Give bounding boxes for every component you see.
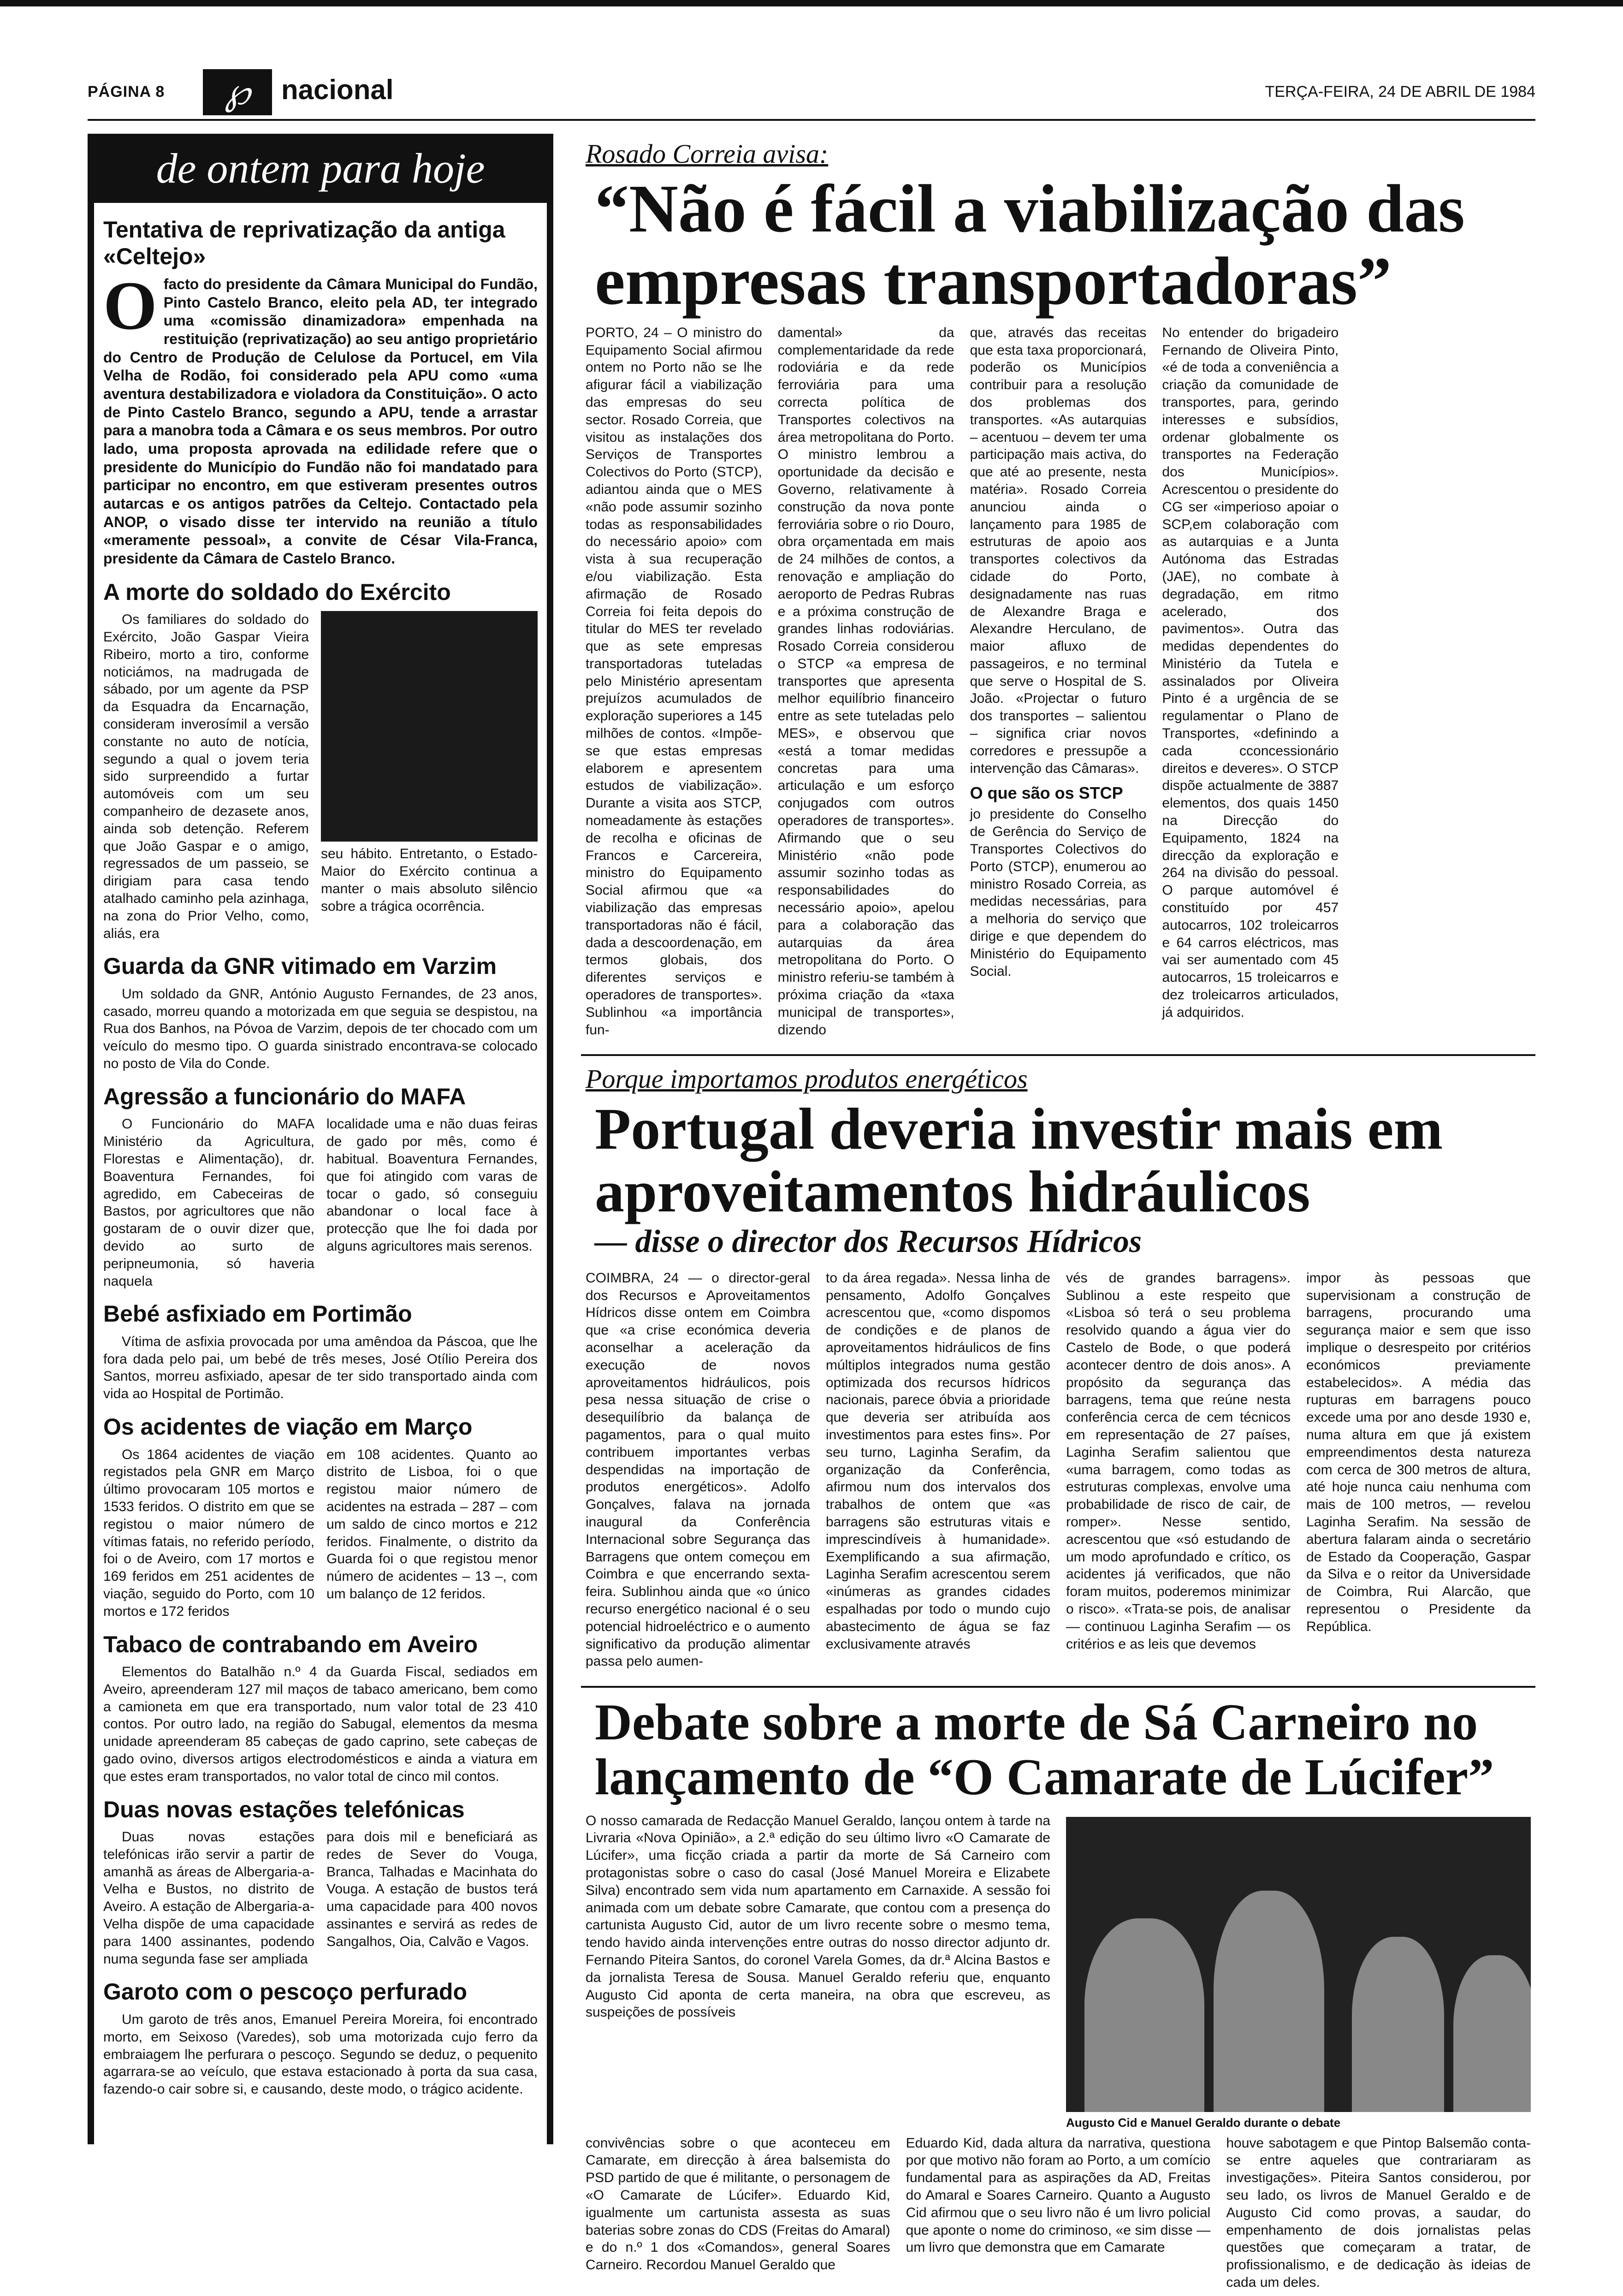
- brief-two-col: [103, 1115, 538, 1290]
- brief-body: em 108 acidentes. Quanto ao distrito de Lisboa, foi o que registou maior número de acidentes na estrada – 287 – com um saldo de cinco mortos e 212 feridos. Finalmente, o distrito da Guarda foi o que registou menor número de acidentes – 13 –, com um balanço de 12 feridos.: [326, 1447, 538, 1602]
- issue-date: TERÇA-FEIRA, 24 DE ABRIL DE 1984: [1265, 83, 1535, 101]
- article-paragraph: vés de grandes barragens». Sublinou a este respeito que «Lisboa só terá o seu problema resolvido quando a água vier do Castelo de Bode, o que poderá acontecer dentro de dois anos». A propósito da segurança das barragens, tema que reúne nesta conferência cerca de cem técnicos em representação de 27 países, Laginha Serafim salientou que «uma barragem, como todas as estruturas complexas, envolve uma probabilidade de risco de cair, de romper». Nesse sentido, acrescentou que «só estudando de um modo aprofundado e crítico, os acidentes já verificados, que não foram muitos, poderemos minimizar o risco». «Trata-se pois, de analisar — continuou Laginha Serafim — os critérios e as leis que devemos: [1066, 1270, 1291, 1652]
- article-headline: Portugal deveria investir mais em aproveitamentos hidráulicos: [595, 1096, 1443, 1225]
- top-rule: [0, 0, 1623, 6]
- brief-title: Tabaco de contrabando em Aveiro: [103, 1631, 478, 1657]
- brief-two-col: [103, 611, 538, 942]
- page-number: PÁGINA 8: [88, 83, 165, 101]
- brief-title: Agressão a funcionário do MAFA: [103, 1083, 466, 1109]
- brief-body: facto do presidente da Câmara Municipal do Fundão, Pinto Castelo Branco, eleito pela AD, ter integrado uma «comissão dinamizadora» empenhada na restituição (reprivatização) ao seu antigo proprietário do Centro de Produção de Celulose da Portucel, em Vila Velha de Rodão, foi considerado pela APU como «uma aventura destabilizadora e violadora da Constituição». O acto de Pinto Castelo Branco, segundo a APU, tende a arrastar para a manobra toda a Câmara e os seus membros. Por outro lado, uma proposta aprovada na edilidade refere que o presidente do Município do Fundão não foi mandatado para participar no encontro, em que estiveram presentes outros autarcas e os antigos patrões da Celtejo. Contactado pela ANOP, o visado disse ter intervido na reunião a título «meramente pessoal», a convite de César Vila-Franca, presidente da Câmara de Castelo Branco.: [103, 276, 538, 567]
- brief-body: Duas novas estações telefónicas irão servir a partir de amanhã as áreas de Albergaria-a-Velha e Bustos, no distrito de Aveiro. A estação de Albergaria-a-Velha dispõe de uma capacidade para 1400 assinantes, podendo numa segunda fase ser ampliada: [103, 1829, 314, 1967]
- newspaper-logo-icon: ℘: [203, 69, 272, 115]
- column-masthead: de ontem para hoje: [94, 134, 547, 203]
- brief-two-col: [103, 1828, 538, 1968]
- article-body: [581, 324, 1535, 1044]
- brief-title: Duas novas estações telefónicas: [103, 1796, 465, 1822]
- brief-body: seu hábito. Entretanto, o Estado-Maior do Exército continua a manter o mais absoluto silêncio sobre a trágica ocorrência.: [321, 846, 538, 914]
- article-paragraph: convivências sobre o que aconteceu em Camarate, em direcção à área balsemista do PSD partido de que é militante, o personagem de «O Camarate de Lúcifer». Eduardo Kid, igualmente um cartunista assesta as suas baterias sobre zonas do CDS (Freitas do Amaral) e do n.º 1 dos «Comandos», general Soares Carneiro. Recordou Manuel Geraldo que: [586, 2135, 890, 2273]
- article-headline: Debate sobre a morte de Sá Carneiro no lançamento de “O Camarate de Lúcifer”: [595, 1694, 1494, 1806]
- brief-title: Guarda da GNR vitimado em Varzim: [103, 953, 497, 979]
- brief-body: Vítima de asfixia provocada por uma amêndoa da Páscoa, que lhe fora dada pelo pai, um bebé de três meses, José Otílio Pereira dos Santos, morreu asfixiado, apesar de ter sido transportado ainda com vida ao Hospital de Portimão.: [103, 1334, 538, 1402]
- article-paragraph: que, através das receitas que esta taxa proporcionará, poderão os Municípios contribuir para a resolução dos problemas dos transportes. «As autarquias – acentuou – devem ter uma participação mais activa, do que até ao presente, nesta matéria». Rosado Correia anunciou ainda o lançamento para 1985 de estruturas de apoio aos transportes colectivos da cidade do Porto, designadamente nas ruas de Alexandre Braga e Alexandre Herculano, de maior afluxo de passageiros, e no terminal que serve o Hospital de S. João. «Projectar o futuro dos transportes – salientou – significa criar novos corredores e pressupõe a intervenção das Câmaras».: [970, 325, 1147, 776]
- article-kicker: Porque importamos produtos energéticos: [586, 1064, 1028, 1094]
- brief-body: O Funcionário do MAFA Ministério da Agricultura, Florestas e Alimentação), dr. Boaventura Fernandes, foi agredido, em Cabeceiras de Bastos, por agricultores que não gostaram de o ouvir dizer que, devido ao surto de peripneumonia, só haveria naquela: [103, 1116, 314, 1289]
- brief-body: Os familiares do soldado do Exército, João Gaspar Vieira Ribeiro, morto a tiro, conforme noticiámos, na madrugada de sábado, por um agente da PSP da Esquadra da Encarnação, consideram inverosímil a versão constante no auto de notícia, segundo a qual o jovem teria sido surpreendido a furtar automóveis com um seu companheiro de dezasete anos, ainda sob detenção. Referem que João Gaspar e o amigo, regressados de um passeio, se dirigiam para casa tendo atalhado caminho pela azinhaga, na zona do Prior Velho, como, aliás, era: [103, 612, 309, 941]
- brief-body: Um soldado da GNR, António Augusto Fernandes, de 23 anos, casado, morreu quando a motorizada em que seguia se despistou, na Rua dos Banhos, na Póvoa de Varzim, depois de ter chocado com um veículo do mesmo tipo. O guarda sinistrado encontrava-se colocado no posto de Vila do Conde.: [103, 986, 538, 1072]
- article-paragraph: COIMBRA, 24 — o director-geral dos Recursos e Aproveitamentos Hídricos disse ontem em Coimbra que «a crise económica deveria aconselhar a aceleração da execução de novos aproveitamentos hidráulicos, pois pesa nessa situação de crise o desequilíbrio da balança de pagamentos, para o qual muito contribuem importantes verbas despendidas na importação de produtos energéticos». Adolfo Gonçalves, falava na jornada inaugural da Conferência Internacional sobre Segurança das Barragens que ontem começou em Coimbra e que encerrando sexta-feira. Sublinhou ainda que «o único recurso energético nacional é o seu potencial hidroeléctrico e o aumento significativo da produção alimentar passa pelo aumen-: [586, 1270, 810, 1669]
- section-name: nacional: [281, 74, 394, 105]
- section-divider: [581, 1054, 1535, 1056]
- article-paragraph: to da área regada». Nessa linha de pensamento, Adolfo Gonçalves acrescentou que, «como dispomos de condições e de planos de aproveitamentos hidráulicos de fins múltiplos integrados numa gestão optimizada dos recursos hídricos nacionais, parece óbvia a prioridade que deveria ser atribuída aos investimentos para estes fins». Por seu turno, Laginha Serafim, da organização da Conferência, afirmou num dos intervalos dos trabalhos de ontem que «as barragens são estruturas vitais e imprescindíveis à humanidade». Exemplificando a sua afirmação, Laginha Serafim acrescentou serem «inúmeras as grandes cidades espalhadas por todo o mundo cujo abastecimento de água se faz exclusivamente através: [826, 1270, 1050, 1652]
- page-header: [88, 69, 1535, 115]
- drop-cap: O: [103, 267, 157, 344]
- article-paragraph: O nosso camarada de Redacção Manuel Geraldo, lançou ontem à tarde na Livraria «Nova Opinião», a 2.ª edição do seu último livro «O Camarate de Lúcifer», uma ficção criada a partir da morte de Sá Carneiro com protagonistas sobre o caso do casal (José Manuel Moreira e Elizabete Silva) encontrado sem vida num apartamento em Carnaxide. A sessão foi animada com um debate sobre Camarate, que contou com a presença do cartunista Augusto Cid, autor de um livro recente sobre o mesmo tema, tendo havido ainda intervenções entre outras do nosso director adjunto dr. Fernando Piteira Santos, do coronel Varela Gomes, da dr.ª Alcina Bastos e da jornalista Teresa de Sousa. Manuel Geraldo referiu que, enquanto Augusto Cid aponta de certa maneira, na obra que escreveu, as suspeições de possíveis: [586, 1813, 1050, 2020]
- photo-caption: Augusto Cid e Manuel Geraldo durante o debate: [1066, 2115, 1341, 2130]
- brief-title: Os acidentes de viação em Março: [103, 1414, 473, 1440]
- header-divider: [88, 119, 1535, 121]
- briefs-column: [88, 134, 553, 2144]
- article-paragraph: impor às pessoas que supervisionam a construção de barragens, procurando uma segurança maior e sem que isso implique o desrespeito por critérios económicos previamente estabelecidos». A média das rupturas em barragens pouco excede uma por ano desde 1930 e, numa altura em que já existem empreendimentos desta natureza com cerca de 300 metros de altura, até hoje nunca caiu nenhuma com mais de 100 metros, — revelou Laginha Serafim. Na sessão de abertura falaram ainda o secretário de Estado da Cooperação, Gaspar da Silva e o reitor da Universidade de Coimbra, Rui Alarcão, que representou o Presidente da República.: [1306, 1270, 1531, 1634]
- article-paragraph: No entender do brigadeiro Fernando de Oliveira Pinto, «é de toda a conveniência a criação da comunidade de transportes, para, gerindo interesses e subsídios, ordenar globalmente os transportes na Federação dos Municípios». Acrescentou o presidente do CG ser «imperioso apoiar o SCP,em colaboração com as autarquias e a Junta Autónoma das Estradas (JAE), no combate à degradação, em ritmo acelerado, dos pavimentos». Outra das medidas dependentes do Ministério da Tutela e assinalados por Oliveira Pinto é a urgência de se regulamentar o Plano de Transportes, «definindo a cada cconcessionário direitos e deveres». O STCP dispõe actualmente de 3887 elementos, dos quais 1450 na Direcção do Equipamento, 1824 na direcção da exploração e 264 na divisão do pessoal. O parque automóvel é constituído por 457 autocarros, 102 troleicarros e 64 carros eléctricos, mas vai ser aumentado com 45 autocarros, 15 troleicarros e dez troleicarros articulados, já adquiridos.: [1162, 325, 1339, 1020]
- brief-body: Um garoto de três anos, Emanuel Pereira Moreira, foi encontrado morto, em Seixoso (Varedes), sob uma motorizada cujo ferro da embraiagem lhe perfurara o pescoço. Segundo se deduz, o pequenito agarrara-se ao veículo, que estava estacionado à porta da sua casa, fazendo-o cair sobre si, e causando, deste modo, o trágico acidente.: [103, 2011, 538, 2097]
- brief-body: localidade uma e não duas feiras de gado por mês, como é habitual. Boaventura Fernandes, que foi atingido com varas de tocar o gado, só conseguiu abandonar o local face à protecção que lhe foi dada por alguns agricultores mais serenos.: [326, 1116, 538, 1254]
- section-divider: [581, 1686, 1535, 1688]
- brief-body: Elementos do Batalhão n.º 4 da Guarda Fiscal, sediados em Aveiro, apreenderam 127 mil maços de tabaco americano, bem como a camioneta em que era transportado, num valor total de 23 410 contos. Por outro lado, na região do Sabugal, elementos da mesma unidade apreenderam 85 cabeças de gado caprino, sete cabeças de gado ovino, diversos artigos electrodomésticos e ainda a viatura em que estes eram transportados, no valor total de cinco mil contos.: [103, 1664, 538, 1784]
- article-transport: [581, 138, 1535, 1043]
- article-hydro: [581, 1063, 1535, 1675]
- article-body: [581, 1812, 1535, 2135]
- article-body: [581, 1270, 1535, 1675]
- brief-body: para dois mil e beneficiará as redes de Sever do Vouga, Branca, Talhadas e Macinhata do Vouga. A estação de bustos terá uma capacidade para 400 novos assinantes e servirá as redes de Sangalhos, Oia, Calvão e Vagos.: [326, 1829, 538, 1949]
- soldier-photo: [321, 611, 538, 842]
- article-body-continued: [581, 2135, 1535, 2296]
- article-camarate: [581, 1695, 1535, 2296]
- article-paragraph: jo presidente do Conselho de Gerência do Serviço de Transportes Colectivos do Porto (STCP), enumerou ao ministro Rosado Correia, as medidas necessárias, para a melhoria do serviço que dirige e que dependem do Ministério do Equipamento Social.: [970, 807, 1147, 979]
- article-paragraph: houve sabotagem e que Pintop Balsemão conta-se entre aqueles que contrariaram as investigações». Piteira Santos considerou, por seu lado, os livros de Manuel Geraldo e de Augusto Cid como provas, a saudar, do empenhamento de dois jornalistas pelas questões que começaram a tratar, de profissionalismo, e de dedicação às ideias de cada um deles.: [1226, 2135, 1531, 2290]
- article-paragraph: Eduardo Kid, dada altura da narrativa, questiona por que motivo não foram ao Porto, a um comício fundamental para as aspirações da AD, Freitas do Amaral e Soares Carneiro. Quanto a Augusto Cid afirmou que o seu livro não é um livro policial que aponte o nome do criminoso, «e sim disse — um livro que demonstra que em Camarate: [906, 2135, 1211, 2255]
- article-paragraph: damental» da complementaridade da rede rodoviária e da rede ferroviária para uma correcta política de Transportes colectivos na área metropolitana do Porto. O ministro lembrou a oportunidade da decisão e Governo, relativamente à construção da nova ponte ferroviária sobre o rio Douro, obra orçamentada em mais de 24 milhões de contos, a renovação e ampliação do aeroporto de Pedras Rubras e a próxima construção de grandes linhas rodoviárias. Rosado Correia considerou o STCP «a empresa de transportes que apresenta melhor equilíbrio financeiro entre as sete tuteladas pelo MES», e observou que «está a tomar medidas concretas para uma articulação e um esforço conjugados com outros operadores de transportes». Afirmando que o seu Ministério «não pode assumir sozinho todas as responsabilidades do necessário apoio», apelou para a colaboração das autarquias da área metropolitana do Porto. O ministro referiu-se também à próxima criação da «taxa municipal de transportes», dizendo: [777, 325, 954, 1038]
- article-dek: — disse o director dos Recursos Hídricos: [595, 1223, 1142, 1259]
- article-kicker: Rosado Correia avisa:: [586, 139, 829, 169]
- brief-two-col: [103, 1446, 538, 1620]
- article-headline: “Não é fácil a viabilização das empresas transportadoras”: [595, 171, 1465, 319]
- debate-photo: [1066, 1817, 1531, 2112]
- brief-title: Garoto com o pescoço perfurado: [103, 1979, 468, 2005]
- brief-text: [103, 267, 538, 568]
- brief-body: Os 1864 acidentes de viação registados pela GNR em Março último provocaram 105 mortos e 1533 feridos. O distrito em que se registou o maior número de vítimas fatais, no referido período, foi o de Aveiro, com 17 mortos e 169 feridos em 251 acidentes de viação, seguido do Porto, com 10 mortos e 172 feridos: [103, 1447, 314, 1619]
- main-articles: [581, 134, 1535, 2296]
- article-paragraph: PORTO, 24 – O ministro do Equipamento Social afirmou ontem no Porto não se lhe afigurar fácil a viabilização das empresas do seu sector. Rosado Correia, que visitou as instalações dos Serviços de Transportes Colectivos do Porto (STCP), adiantou ainda que o MES «não pode assumir sozinho todas as responsabilidades do necessário apoio» com vista à sua recuperação e/ou viabilização. Esta afirmação de Rosado Correia foi feita depois do titular do MES ter revelado que as sete empresas transportadoras tuteladas pelo Ministério apresentam prejuízos acumulados de exploração superiores a 145 milhões de contos. «Impõe-se que estas empresas elaborem e apresentem estudos de viabilização». Durante a visita aos STCP, nomeadamente às estações de recolha e oficinas de Francos e Carcereira, ministro do Equipamento Social afirmou que «a viabilização das empresas transportadoras não é fácil, dada a descoordenação, em termos globais, dos diferentes serviços e operadores de transportes». Sublinhou «a importância fun-: [586, 325, 762, 1038]
- brief-title: Bebé asfixiado em Portimão: [103, 1301, 412, 1327]
- article-subhead: O que são os STCP: [970, 783, 1123, 803]
- brief-title: A morte do soldado do Exército: [103, 579, 451, 605]
- brief-title: Tentativa de reprivatização da antiga «Celtejo»: [103, 217, 505, 269]
